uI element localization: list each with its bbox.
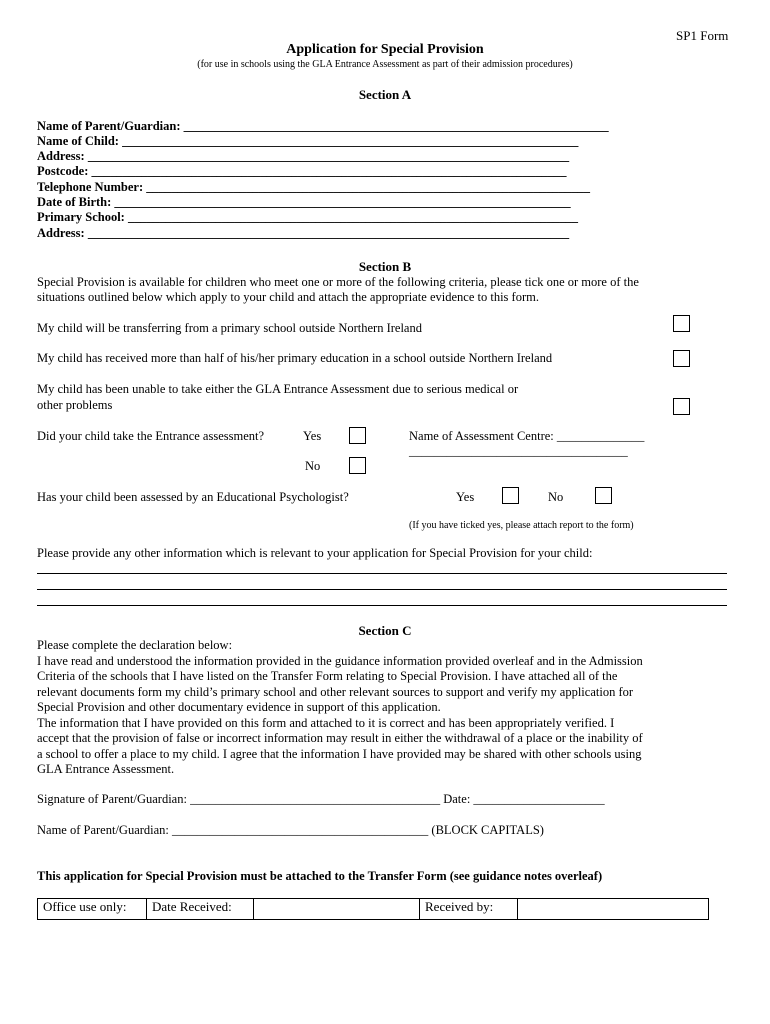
declaration-line: a school to offer a place to my child. I agree that the information I have provided may be shared with other schools using xyxy=(37,746,642,761)
field-postcode[interactable] xyxy=(37,164,567,179)
field-label: Address: xyxy=(37,226,85,240)
declaration-line: Special Provision and other documentary evidence in support of this application. xyxy=(37,700,441,714)
field-label: Name of Child: xyxy=(37,134,119,148)
declaration-line: GLA Entrance Assessment. xyxy=(37,762,175,776)
form-code: SP1 Form xyxy=(676,28,729,43)
field-label: Date of Birth: xyxy=(37,195,112,209)
field-primary-school[interactable] xyxy=(37,210,578,225)
field-label: Name of Parent/Guardian: xyxy=(37,119,181,133)
declaration-line: Please complete the declaration below: xyxy=(37,638,233,652)
checkbox-education-outside[interactable] xyxy=(673,350,690,367)
psych-no-label: No xyxy=(548,490,564,504)
checkbox-entrance-no[interactable] xyxy=(349,457,366,474)
form-title: Application for Special Provision xyxy=(286,42,484,57)
checkbox-psych-no[interactable] xyxy=(595,487,612,504)
field-line[interactable]: ________________________________________________________________________ xyxy=(127,210,578,224)
received-by-label: Received by: xyxy=(420,899,518,920)
criterion-medical-line-2: other problems xyxy=(37,398,113,412)
assessment-centre-field[interactable] xyxy=(409,429,644,444)
office-use-table xyxy=(37,898,709,920)
other-info-prompt: Please provide any other information which is relevant to your application for Special Provision for your child: xyxy=(37,546,593,560)
block-caps-note: (BLOCK CAPITALS) xyxy=(431,823,544,837)
field-line[interactable]: _____________________________________________________________________________ xyxy=(87,226,570,240)
psych-question: Has your child been assessed by an Educational Psychologist? xyxy=(37,490,349,504)
criterion-transfer: My child will be transferring from a primary school outside Northern Ireland xyxy=(37,321,422,335)
assessment-centre-line[interactable]: ______________ xyxy=(556,429,645,443)
field-date-of-birth[interactable] xyxy=(37,195,571,210)
field-line[interactable]: ____________________________________________________________________________ xyxy=(91,164,567,178)
section-b-heading: Section B xyxy=(358,259,412,274)
signature-field[interactable] xyxy=(37,792,605,807)
assessment-centre-line-2[interactable]: ___________________________________ xyxy=(409,444,628,458)
declaration-line: relevant documents form my child’s primary school and other relevant sources to support and verify my application for xyxy=(37,684,634,699)
entrance-yes-label: Yes xyxy=(303,429,322,443)
field-child-name[interactable] xyxy=(37,134,578,149)
field-school-address[interactable] xyxy=(37,226,569,241)
field-label: Address: xyxy=(37,149,85,163)
field-address[interactable] xyxy=(37,149,569,164)
field-label: Postcode: xyxy=(37,164,89,178)
criterion-medical-line-1: My child has been unable to take either the GLA Entrance Assessment due to serious medical or xyxy=(37,382,519,396)
signature-label: Signature of Parent/Guardian: xyxy=(37,792,187,806)
declaration-line: I have read and understood the information provided in the guidance information provided overleaf and in the Admission xyxy=(37,653,643,668)
checkbox-entrance-yes[interactable] xyxy=(349,427,366,444)
date-line[interactable]: _____________________ xyxy=(473,792,605,806)
field-label: Telephone Number: xyxy=(37,180,144,194)
checkbox-psych-yes[interactable] xyxy=(502,487,519,504)
block-name-line[interactable]: _________________________________________ xyxy=(172,823,429,837)
date-label: Date: xyxy=(443,792,471,806)
date-received-cell[interactable] xyxy=(254,899,420,920)
section-b-intro-line-2: situations outlined below which apply to your child and attach the appropriate evidence to this form. xyxy=(37,290,539,304)
declaration-line: accept that the provision of false or incorrect information may result in either the withdrawal of a place or the inability of xyxy=(37,731,643,745)
entrance-question: Did your child take the Entrance assessment? xyxy=(37,429,265,443)
field-parent-name[interactable] xyxy=(37,119,609,134)
signature-line[interactable]: ________________________________________ xyxy=(190,792,441,806)
checkbox-medical[interactable] xyxy=(673,398,690,415)
attach-notice: This application for Special Provision must be attached to the Transfer Form (see guidance notes overleaf) xyxy=(37,869,603,883)
date-received-label: Date Received: xyxy=(147,899,254,920)
office-use-label: Office use only: xyxy=(38,899,147,920)
declaration-text xyxy=(37,638,731,778)
field-line[interactable]: _________________________________________________________________________ xyxy=(114,195,571,209)
other-info-line-3[interactable] xyxy=(37,605,727,606)
received-by-cell[interactable] xyxy=(518,899,709,920)
block-name-field[interactable] xyxy=(37,823,544,838)
psych-yes-label: Yes xyxy=(456,490,475,504)
section-a-heading: Section A xyxy=(358,87,412,102)
form-subtitle: (for use in schools using the GLA Entrance Assessment as part of their admission procedures) xyxy=(197,59,573,70)
other-info-line-2[interactable] xyxy=(37,589,727,590)
criterion-education-outside: My child has received more than half of his/her primary education in a school outside Northern Ireland xyxy=(37,351,553,365)
entrance-no-label: No xyxy=(305,459,321,473)
checkbox-transfer[interactable] xyxy=(673,315,690,332)
field-line[interactable]: _____________________________________________________________________________ xyxy=(87,149,570,163)
field-line[interactable]: ____________________________________________________________________ xyxy=(183,119,609,133)
other-info-line-1[interactable] xyxy=(37,573,727,574)
declaration-line: The information that I have provided on this form and attached to it is correct and has been appropriately verified. I xyxy=(37,715,615,730)
field-telephone[interactable] xyxy=(37,180,590,195)
section-b-intro-line-1: Special Provision is available for children who meet one or more of the following criteria, please tick one or more of the xyxy=(37,275,639,289)
block-name-label: Name of Parent/Guardian: xyxy=(37,823,169,837)
declaration-line: Criteria of the schools that I have listed on the Transfer Form relating to Special Provision. I have attached all of the xyxy=(37,669,618,683)
assessment-centre-label: Name of Assessment Centre: xyxy=(409,429,554,443)
psych-note: (If you have ticked yes, please attach report to the form) xyxy=(409,520,634,531)
field-line[interactable]: _________________________________________________________________________ xyxy=(122,134,579,148)
field-label: Primary School: xyxy=(37,210,125,224)
field-line[interactable]: _______________________________________________________________________ xyxy=(146,180,591,194)
section-c-heading: Section C xyxy=(358,623,412,638)
